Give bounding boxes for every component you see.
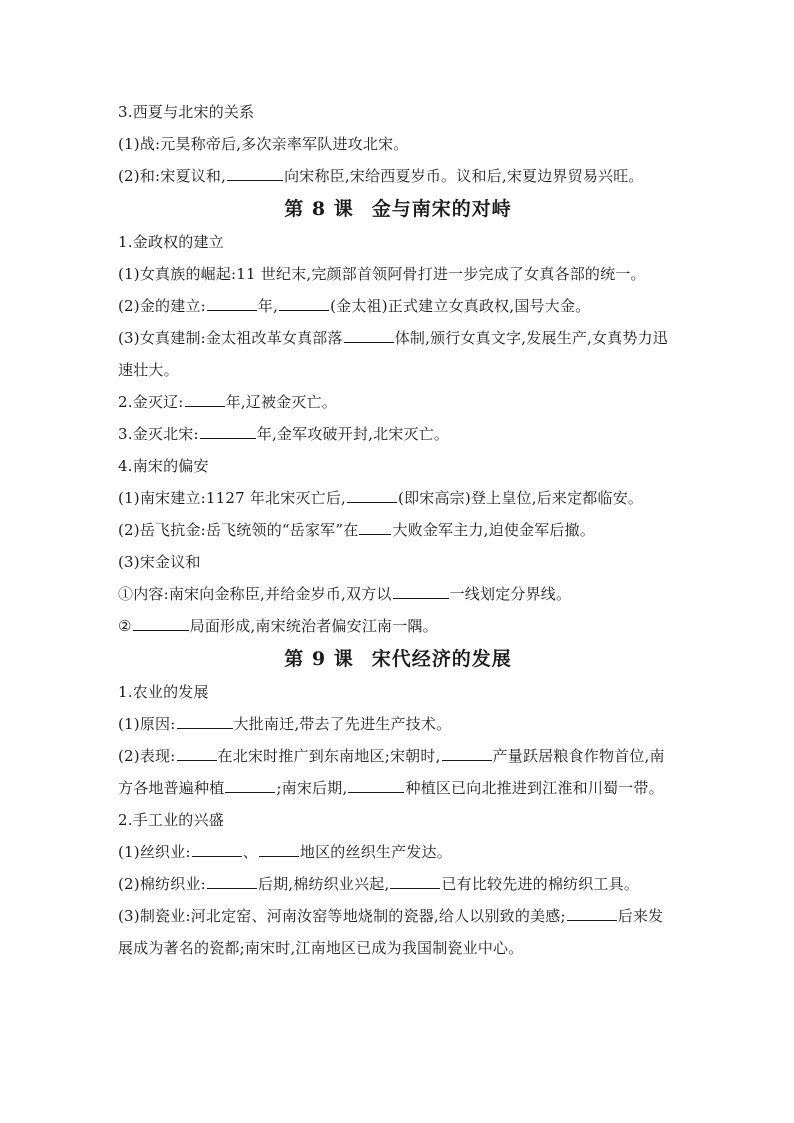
l8-item-1-3: (3)女真建制:金太祖改革女真部落 体制,颁行女真文字,发展生产,女真势力迅速壮大。 <box>118 322 678 386</box>
fill-blank[interactable] <box>133 612 189 631</box>
fill-blank[interactable] <box>227 162 283 181</box>
l8-section-3: 3.金灭北宋: 年,金军攻破开封,北宋灭亡。 <box>118 418 678 450</box>
l8-section-1: 1.金政权的建立 <box>118 233 224 251</box>
l8-item-1-2: (2)金的建立: 年, (金太祖)正式建立女真政权,国号大金。 <box>118 290 678 322</box>
worksheet-page <box>118 96 678 964</box>
l8-item-1-1: (1)女真族的崛起:11 世纪末,完颜部首领阿骨打进一步完成了女真各部的统一。 <box>118 265 646 283</box>
l8-item-4-2: (2)岳飞抗金:岳飞统领的“岳家军”在 大败金军主力,迫使金军后撤。 <box>118 514 678 546</box>
fill-blank[interactable] <box>177 742 217 761</box>
l8-item-4-1: (1)南宋建立:1127 年北宋灭亡后, (即宋高宗)登上皇位,后来定都临安。 <box>118 482 678 514</box>
item-war: (1)战:元昊称帝后,多次亲率军队进攻北宋。 <box>118 135 409 153</box>
fill-blank[interactable] <box>185 388 225 407</box>
fill-blank[interactable] <box>347 484 397 503</box>
l9-item-1-1: (1)原因: 大批南迁,带去了先进生产技术。 <box>118 708 678 740</box>
l9-item-1-2: (2)表现: 在北宋时推广到东南地区;宋朝时, 产量跃居粮食作物首位,南方各地普遍种植 ;南宋后期, 种植区已向北推进到江淮和川蜀一带。 <box>118 740 678 804</box>
fill-blank[interactable] <box>393 580 449 599</box>
fill-blank[interactable] <box>200 420 256 439</box>
fill-blank[interactable] <box>207 292 257 311</box>
section-title-xixia: 3.西夏与北宋的关系 <box>118 103 255 121</box>
l9-item-2-2: (2)棉纺织业: 后期,棉纺织业兴起, 已有比较先进的棉纺织工具。 <box>118 868 678 900</box>
fill-blank[interactable] <box>207 870 257 889</box>
fill-blank[interactable] <box>348 774 404 793</box>
item-peace: (2)和:宋夏议和, 向宋称臣,宋给西夏岁币。议和后,宋夏边界贸易兴旺。 <box>118 160 678 192</box>
l8-section-4: 4.南宋的偏安 <box>118 457 209 475</box>
l8-item-4-3-2: ② 局面形成,南宋统治者偏安江南一隅。 <box>118 610 678 642</box>
l9-item-2-3: (3)制瓷业:河北定窑、河南汝窑等地烧制的瓷器,给人以别致的美感; 后来发展成为著名的瓷都;南宋时,江南地区已成为我国制瓷业中心。 <box>118 900 678 964</box>
l8-item-4-3: (3)宋金议和 <box>118 553 201 571</box>
fill-blank[interactable] <box>567 902 617 921</box>
l8-section-2: 2.金灭辽: 年,辽被金灭亡。 <box>118 386 678 418</box>
l9-section-1: 1.农业的发展 <box>118 683 209 701</box>
fill-blank[interactable] <box>279 292 329 311</box>
fill-blank[interactable] <box>192 838 242 857</box>
l8-item-4-3-1: ①内容:南宋向金称臣,并给金岁币,双方以 一线划定分界线。 <box>118 578 678 610</box>
fill-blank[interactable] <box>344 324 394 343</box>
fill-blank[interactable] <box>359 516 391 535</box>
l9-item-2-1: (1)丝织业: 、 地区的丝织生产发达。 <box>118 836 678 868</box>
l9-section-2: 2.手工业的兴盛 <box>118 811 224 829</box>
fill-blank[interactable] <box>390 870 440 889</box>
lesson-9-heading: 第 9 课 宋代经济的发展 <box>284 648 512 670</box>
lesson-8-heading: 第 8 课 金与南宋的对峙 <box>284 198 512 220</box>
fill-blank[interactable] <box>225 774 275 793</box>
fill-blank[interactable] <box>259 838 299 857</box>
fill-blank[interactable] <box>442 742 492 761</box>
fill-blank[interactable] <box>177 710 233 729</box>
